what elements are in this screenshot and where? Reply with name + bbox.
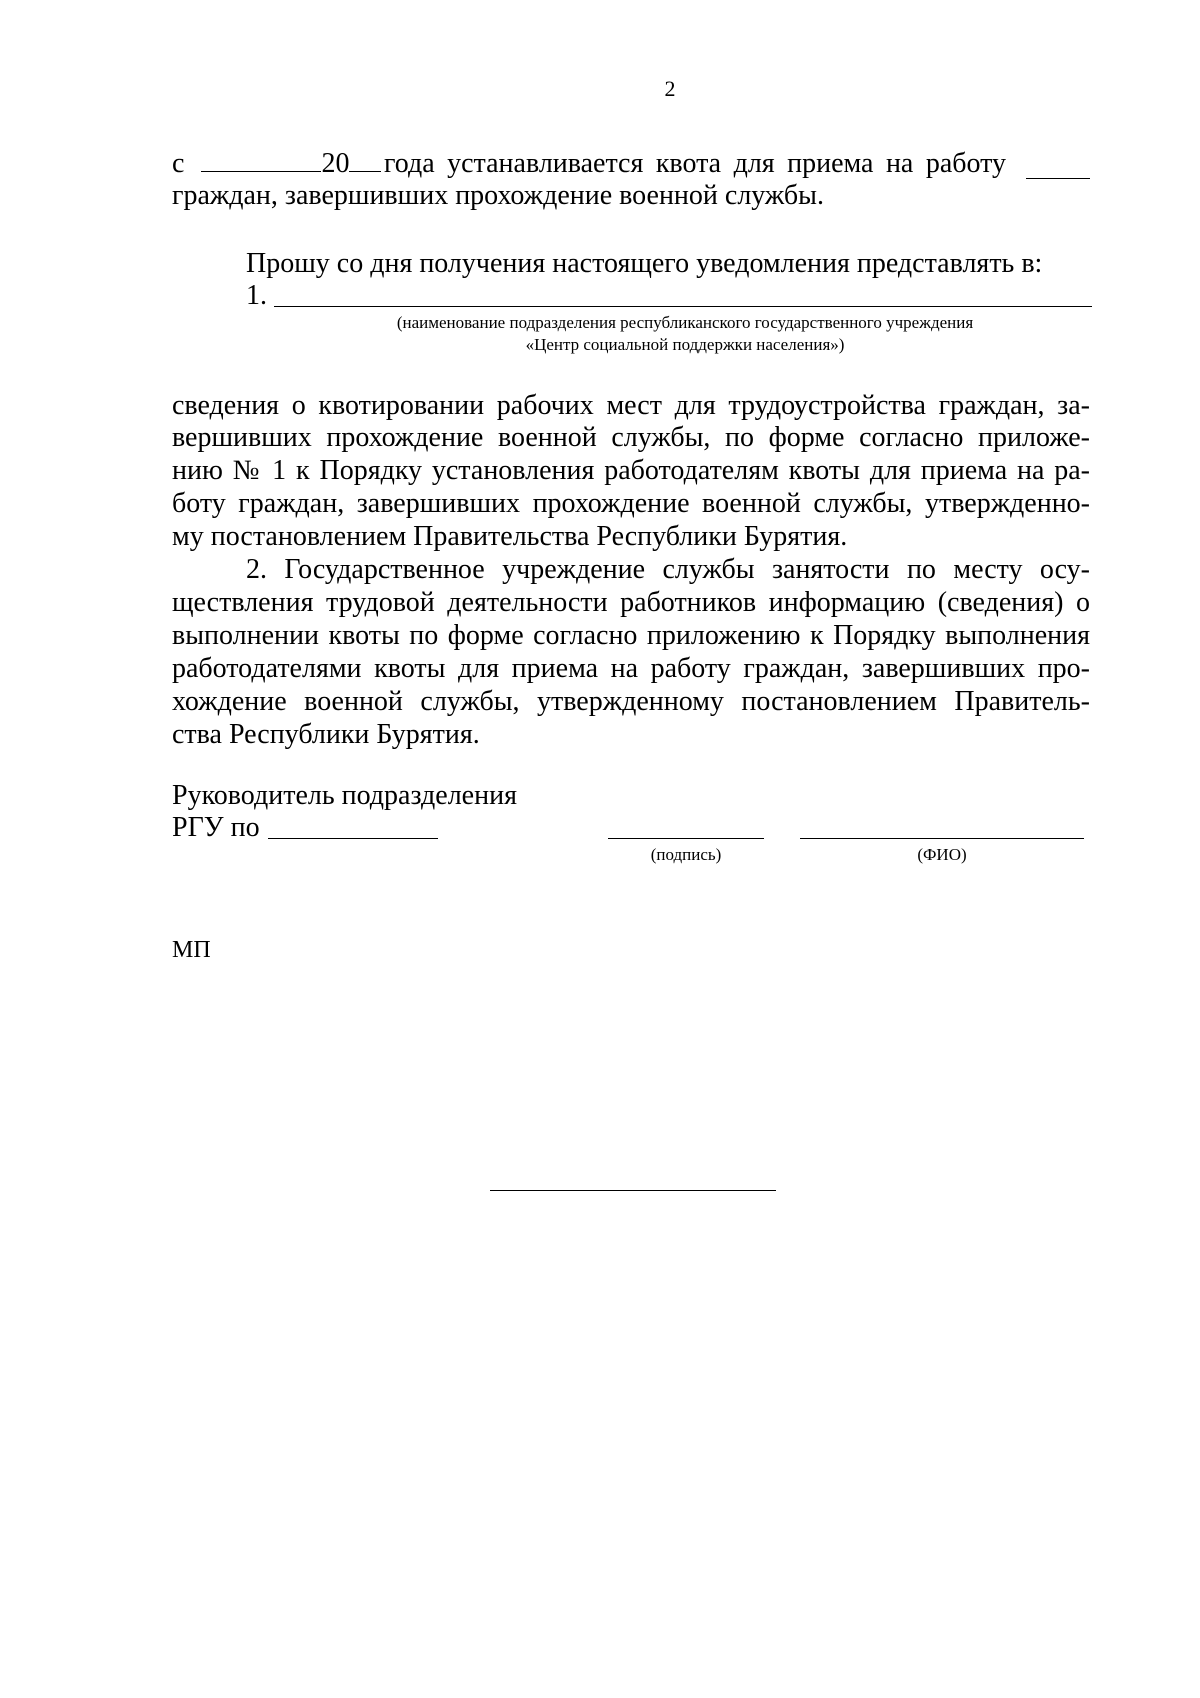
paragraph2-line: 2. Государственное учреждение службы занятости по месту осу- [246,554,1090,585]
intro-line-1-text: года устанавливается квота для приема на работу [384,148,1006,179]
signature-blank[interactable] [608,838,764,839]
paragraph1-line: вершивших прохождение военной службы, по форме согласно приложе- [172,422,1090,453]
paragraph2-line: ства Республики Бурятия. [172,719,480,750]
quota-count-blank[interactable] [1026,156,1090,179]
intro-line-1 [172,148,381,180]
paragraph1-line: боту граждан, завершивших прохождение военной службы, утвержденно- [172,488,1090,519]
signature-title: Руководитель подразделения [172,780,517,811]
rgu-region-blank[interactable] [268,838,438,839]
paragraph1-line: нию № 1 к Порядку установления работодателям квоты для приема на ра- [172,455,1090,486]
date-blank[interactable] [201,149,321,172]
stamp-label: МП [172,937,211,963]
signature-caption: (подпись) [650,845,722,864]
request-line: Прошу со дня получения настоящего уведомления представлять в: [246,248,1043,279]
paragraph2-line: работодателями квоты для приема на работу граждан, завершивших про- [172,653,1090,684]
paragraph2-line: ществления трудовой деятельности работников информацию (сведения) о [172,587,1090,618]
intro-prefix: с [172,148,185,179]
year-prefix: 20 [321,148,350,179]
department-caption-2: «Центр социальной поддержки населения») [525,335,845,354]
paragraph2-line: выполнении квоты по форме согласно приложению к Порядку выполнения [172,620,1090,651]
department-caption-1: (наименование подразделения республиканского государственного учреждения [396,313,974,332]
year-blank[interactable] [349,149,381,172]
end-divider [490,1190,776,1191]
paragraph2-line: хождение военной службы, утвержденному постановлением Правитель- [172,686,1090,717]
paragraph1-line: му постановлением Правительства Республики Бурятия. [172,521,848,552]
item1-number: 1. [246,280,267,311]
page-number: 2 [664,76,676,101]
department-name-blank[interactable] [274,306,1092,307]
full-name-caption: (ФИО) [917,845,967,864]
paragraph1-line: сведения о квотировании рабочих мест для трудоустройства граждан, за- [172,390,1090,421]
signature-rgu-label: РГУ по [172,812,260,843]
intro-line-2: граждан, завершивших прохождение военной службы. [172,180,824,211]
full-name-blank[interactable] [800,838,1084,839]
